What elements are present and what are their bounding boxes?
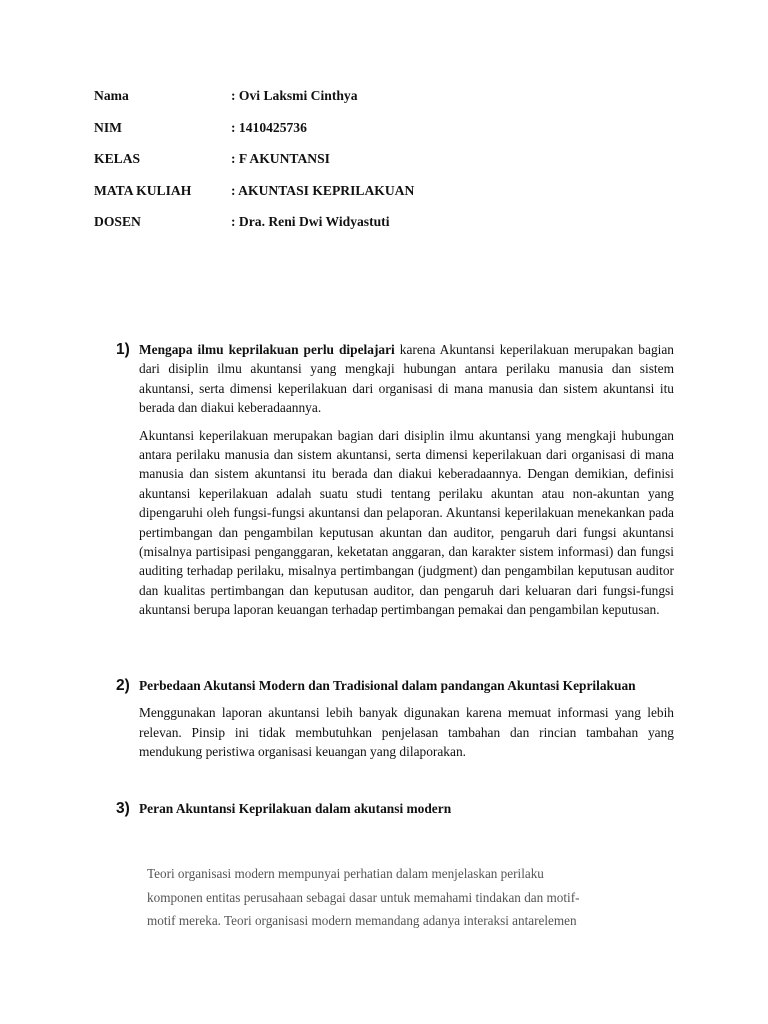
info-row-kelas — [94, 149, 594, 181]
info-label: DOSEN — [94, 214, 141, 229]
quoted-text — [147, 862, 672, 933]
info-value: : Ovi Laksmi Cinthya — [231, 88, 358, 103]
section-number: 2) — [116, 677, 130, 694]
section-lead-bold: Mengapa ilmu keprilakuan perlu dipelajari — [139, 342, 395, 357]
section-number: 1) — [116, 341, 130, 358]
section-lead-rest: karena Akuntansi keperilakuan merupakan bagian dari disiplin ilmu akuntansi yang mengkaji hubungan antara perilaku manusia dan sistem akuntansi, serta dimensi keperilakuan dari organisasi di mana manusia dan sistem akuntansi itu berada dan diakui keberadaannya. — [139, 342, 674, 416]
section-2 — [116, 676, 674, 762]
section-heading: Perbedaan Akutansi Modern dan Tradisional dalam pandangan Akuntasi Keprilakuan — [139, 678, 636, 693]
section-body — [139, 676, 674, 762]
section-3 — [116, 799, 674, 818]
quote-line: Teori organisasi modern mempunyai perhatian dalam menjelaskan perilaku — [147, 866, 544, 881]
info-label: MATA KULIAH — [94, 182, 192, 198]
info-row-nim — [94, 118, 594, 150]
quote-line: komponen entitas perusahaan sebagai dasar untuk memahami tindakan dan motif- — [147, 889, 580, 905]
section-paragraph: Akuntansi keperilakuan merupakan bagian dari disiplin ilmu akuntansi yang mengkaji hubungan antara perilaku manusia dan sistem akuntansi, serta dimensi keperilakuan dari organisasi di mana manusia dan sistem akuntansi itu berada dan diakui keberadaannya. Dengan demikian, definisi akuntansi keperilakuan adalah suatu studi tentang perilaku akuntan atau non-akuntan yang dipengaruhi oleh fungsi-fungsi akuntansi dan pelaporan. Akuntansi keperilakuan menekankan pada pertimbangan dan pengambilan keputusan akuntan dan auditor, pengaruh dari fungsi akuntansi (misalnya partisipasi penganggaran, keketatan anggaran, dan karakter sistem informasi) dan fungsi auditing terhadap perilaku, misalnya pertimbangan (judgment) dan pengambilan keputusan auditor dan kualitas pertimbangan dan keputusan auditor, dan pengaruh dari keluaran dari fungsi-fungsi akuntansi berupa laporan keuangan terhadap pertimbangan pemakai dan pengambilan keputusan. — [139, 427, 674, 618]
section-paragraph: Menggunakan laporan akuntansi lebih banyak digunakan karena memuat informasi yang lebih relevan. Pinsip ini tidak membutuhkan penjelasan tambahan dan rincian tambahan yang mendukung peristiwa organisasi keuangan yang dilaporakan. — [139, 705, 674, 760]
info-label: NIM — [94, 119, 122, 135]
quote-line: motif mereka. Teori organisasi modern memandang adanya interaksi antarelemen — [147, 913, 577, 928]
info-label: KELAS — [94, 151, 141, 166]
section-lead-paragraph — [139, 340, 674, 418]
section-1 — [116, 340, 674, 620]
student-info — [94, 86, 594, 244]
section-number: 3) — [116, 800, 130, 817]
info-row-nama — [94, 86, 594, 118]
section-heading: Peran Akuntansi Keprilakuan dalam akutansi modern — [139, 801, 452, 816]
section-body — [139, 799, 674, 818]
info-label: Nama — [94, 88, 129, 103]
info-value: : Dra. Reni Dwi Widyastuti — [231, 214, 390, 229]
info-value: : F AKUNTANSI — [231, 151, 330, 166]
info-row-mata-kuliah — [94, 181, 594, 213]
info-row-dosen — [94, 212, 594, 244]
info-value: : AKUNTASI KEPRILAKUAN — [231, 182, 415, 198]
section-body — [139, 340, 674, 620]
info-value: : 1410425736 — [231, 119, 307, 135]
